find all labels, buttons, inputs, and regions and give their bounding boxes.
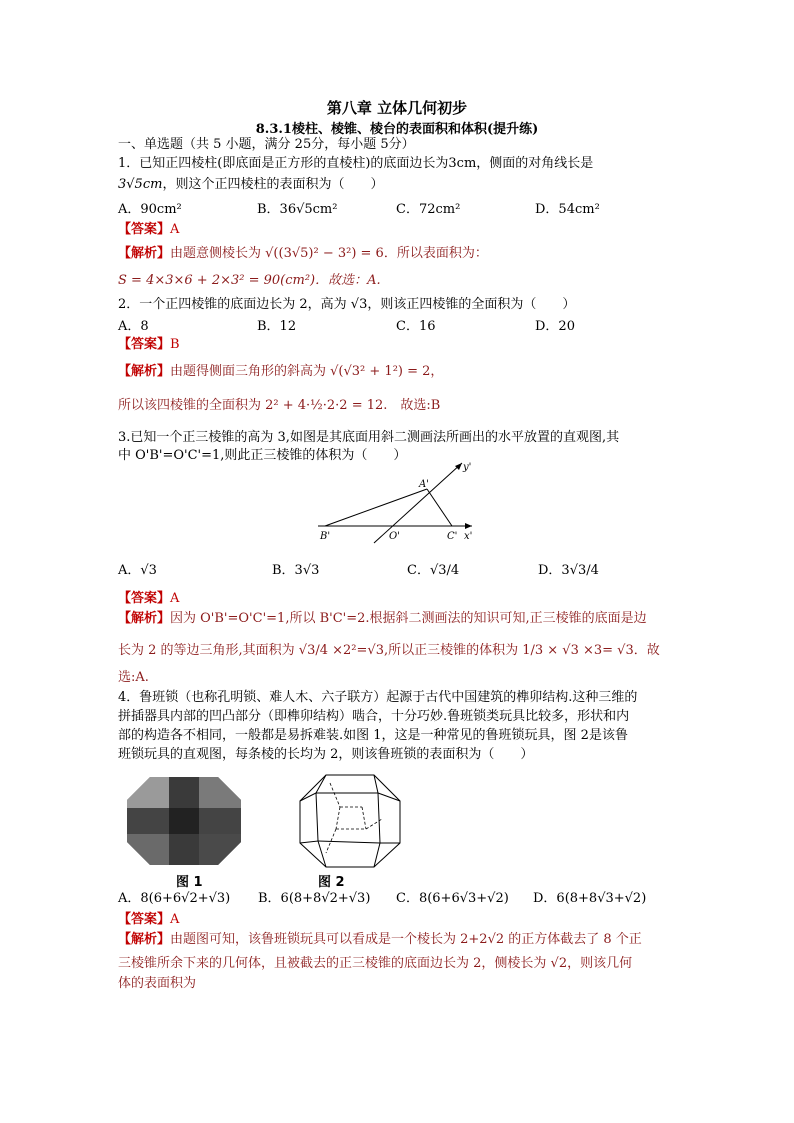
label-a: A' [419,479,429,490]
q4-analysis-line3: 体的表面积为 [118,976,197,991]
q3-oblique-figure [312,458,482,548]
q3-analysis-line2: 长为 2 的等边三角形,其面积为 √3/4 ×2²=√3,所以正三棱锥的体积为 1/3 × √3 ×3= √3．故 [118,643,660,658]
lock-face-bl [127,834,169,865]
lock-face-tr [199,777,241,808]
q4-answer-value: A [170,912,180,927]
q3-option-d: D．3√3/4 [538,563,599,578]
q3-analysis-text1: 因为 O'B'=O'C'=1,所以 B'C'=2.根据斜二测画法的知识可知,正三棱锥的底面是边 [170,611,647,626]
q2-analysis-tag: 【解析】 [118,364,171,379]
q3-answer-value: A [170,591,180,606]
q1-analysis-line2: S = 4×3×6 + 2×3² = 90(cm²)．故选：A. [118,273,381,288]
q1-stem-line2 [118,177,383,193]
q1-stem-line1: 1．已知正四棱柱(即底面是正方形的直棱柱)的底面边长为3cm，侧面的对角线长是 [118,156,594,171]
q2-answer [118,337,180,353]
chapter-title: 第八章 立体几何初步 [326,99,468,117]
q4-stem-line1: 4．鲁班锁（也称孔明锁、难人木、六子联方）起源于古代中国建筑的榫卯结构.这种三维的 [118,690,638,705]
q1-analysis-tag: 【解析】 [118,246,171,261]
side-ba [325,489,427,526]
q4-figure2-drawing [296,773,402,869]
q4-analysis-line2: 三棱锥所余下来的几何体，且被截去的正三棱锥的底面边长为 2，侧棱长为 √2，则该几何 [118,956,633,971]
q3-option-c: C．√3/4 [407,563,460,578]
q3-analysis-tag: 【解析】 [118,611,171,626]
label-c: C' [447,531,458,542]
q1-answer-value: A [170,222,180,237]
hidden-1 [330,783,340,807]
q3-option-b: B．3√3 [272,563,320,578]
q4-analysis-tag: 【解析】 [118,932,171,947]
q1-option-a: A．90cm² [118,202,182,217]
q4-option-d: D．6(8+8√3+√2) [533,891,647,906]
q4-figure1-caption: 图 1 [176,875,203,890]
q1-stem-math: 3√5cm [118,177,163,192]
q2-option-a: A．8 [118,319,149,334]
q3-stem-line2: 中 O'B'=O'C'=1,则此正三棱锥的体积为（ ） [118,448,407,463]
edge-bottom [318,841,380,843]
q1-stem-text: ，则这个正四棱柱的表面积为（ ） [162,177,384,192]
label-x: x' [464,531,473,542]
q1-option-c: C．72cm² [396,202,461,217]
q4-stem-line2: 拼插器具内部的凹凸部分（即榫卯结构）啮合，十分巧妙.鲁班锁类玩具比较多，形状和内 [118,709,630,724]
q4-option-b: B．6(8+8√2+√3) [258,891,371,906]
section-heading: 一、单选题（共 5 小题，满分 25分，每小题 5分） [118,137,415,152]
section-title: 8.3.1棱柱、棱锥、棱台的表面积和体积(提升练) [255,122,539,137]
q4-answer-tag: 【答案】 [118,912,171,927]
q3-answer [118,591,179,607]
x-axis-arrow [465,523,472,529]
lock-center [169,808,199,834]
q3-analysis-line3: 选:A. [118,670,149,685]
q3-answer-tag: 【答案】 [118,591,171,606]
label-o: O' [389,531,400,542]
q2-option-c: C．16 [396,319,436,334]
q1-answer-tag: 【答案】 [118,222,171,237]
q2-analysis-line1 [118,364,443,380]
q2-answer-value: B [170,337,180,352]
side-ac [427,489,452,526]
q1-answer [118,222,179,238]
q4-stem-line3: 部的构造各不相同，一般都是易拆难装.如图 1，这是一种常见的鲁班锁玩具，图 2是该鲁 [118,728,628,743]
lock-face-tl [127,777,169,808]
q2-analysis-text1: 由题得侧面三角形的斜高为 √(√3² + 1²) = 2， [170,364,444,379]
q2-answer-tag: 【答案】 [118,337,171,352]
q3-stem-line1: 3.已知一个正三棱锥的高为 3,如图是其底面用斜二测画法所画出的水平放置的直观图,其 [118,430,620,445]
q4-analysis-line1 [118,932,642,948]
q4-stem-line4: 班锁玩具的直观图，每条棱的长均为 2，则该鲁班锁的表面积为（ ） [118,747,534,762]
q1-analysis-line1 [118,246,488,262]
lock-face-br [199,834,241,865]
q4-option-c: C．8(6+6√3+√2) [396,891,509,906]
q1-option-b: B．36√5cm² [257,202,338,217]
q3-option-a: A．√3 [118,563,157,578]
q3-analysis-line1 [118,611,647,627]
edge-right [378,793,380,843]
hidden-4 [362,807,366,829]
q4-figure1-photo [125,775,243,867]
q4-answer [118,912,179,928]
hidden-3 [336,807,340,829]
q2-option-d: D．20 [535,319,575,334]
q4-figure2-caption: 图 2 [318,875,345,890]
q4-option-a: A．8(6+6√2+√3) [118,891,231,906]
label-b: B' [320,531,331,542]
q2-analysis-line2: 所以该四棱锥的全面积为 2² + 4·½·2·2 = 12. 故选:B [118,398,441,413]
edge-left [316,793,318,841]
outline [300,775,400,867]
q2-option-b: B．12 [257,319,297,334]
q4-analysis-text1: 由题图可知，该鲁班锁玩具可以看成是一个棱长为 2+2√2 的正方体截去了 8 个正 [170,932,642,947]
q1-analysis-text1: 由题意侧棱长为 √((3√5)² − 3²) = 6．所以表面积为： [170,246,488,261]
label-y: y' [463,462,472,473]
q2-stem: 2．一个正四棱锥的底面边长为 2，高为 √3，则该正四棱锥的全面积为（ ） [118,297,576,312]
q1-option-d: D．54cm² [535,202,600,217]
